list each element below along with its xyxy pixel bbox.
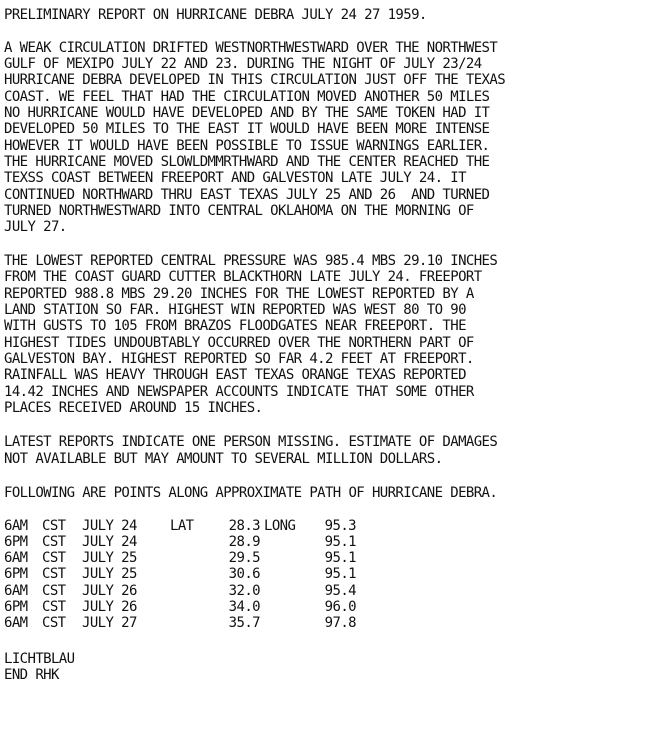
path-longitude: 95.4 [324, 583, 356, 599]
path-longitude: 95.1 [324, 566, 356, 582]
path-time: 6AM [4, 518, 28, 534]
signature-name: LICHTBLAU [4, 651, 75, 667]
paragraph-1-line: GULF OF MEXIPO JULY 22 AND 23. DURING THE NIGHT OF JULY 23/24 [4, 56, 482, 72]
report-title: PRELIMINARY REPORT ON HURRICANE DEBRA JULY 24 27 1959. [4, 7, 427, 23]
path-time: 6AM [4, 583, 28, 599]
path-latitude: 29.5 [228, 550, 260, 566]
path-longitude: 95.3 [324, 518, 356, 534]
paragraph-2-line: THE LOWEST REPORTED CENTRAL PRESSURE WAS 985.4 MBS 29.10 INCHES [4, 253, 498, 269]
path-date: JULY 24 [82, 534, 137, 550]
paragraph-1-line: COAST. WE FEEL THAT HAD THE CIRCULATION MOVED ANOTHER 50 MILES [4, 89, 490, 105]
paragraph-1-line: TURNED NORTHWESTWARD INTO CENTRAL OKLAHOMA ON THE MORNING OF [4, 203, 474, 219]
path-table-row [4, 534, 356, 550]
path-latitude: 35.7 [228, 615, 260, 631]
paragraph-3-line: NOT AVAILABLE BUT MAY AMOUNT TO SEVERAL MILLION DOLLARS. [4, 451, 443, 467]
path-date: JULY 25 [82, 550, 137, 566]
path-timezone: CST [42, 615, 66, 631]
path-table-row [4, 583, 356, 599]
paragraph-2-line: RAINFALL WAS HEAVY THROUGH EAST TEXAS ORANGE TEXAS REPORTED [4, 367, 466, 383]
paragraph-2-line: 14.42 INCHES AND NEWSPAPER ACCOUNTS INDICATE THAT SOME OTHER [4, 384, 474, 400]
path-timezone: CST [42, 583, 66, 599]
paragraph-2-line: PLACES RECEIVED AROUND 15 INCHES. [4, 400, 263, 416]
paragraph-1-line: TEXSS COAST BETWEEN FREEPORT AND GALVESTON LATE JULY 24. IT [4, 170, 466, 186]
path-table-row [4, 566, 356, 582]
path-table-row [4, 615, 356, 631]
path-date: JULY 27 [82, 615, 137, 631]
path-longitude: 95.1 [324, 534, 356, 550]
paragraph-2-line: WITH GUSTS TO 105 FROM BRAZOS FLOODGATES NEAR FREEPORT. THE [4, 318, 466, 334]
path-date: JULY 26 [82, 583, 137, 599]
path-timezone: CST [42, 550, 66, 566]
path-latitude: 28.9 [228, 534, 260, 550]
paragraph-1-line: CONTINUED NORTHWARD THRU EAST TEXAS JULY 25 AND 26 AND TURNED [4, 187, 490, 203]
paragraph-1-line: JULY 27. [4, 219, 67, 235]
path-latitude: 34.0 [228, 599, 260, 615]
path-latitude: 32.0 [228, 583, 260, 599]
path-time: 6PM [4, 534, 28, 550]
path-intro: FOLLOWING ARE POINTS ALONG APPROXIMATE PATH OF HURRICANE DEBRA. [4, 485, 498, 501]
paragraph-1-line: NO HURRICANE WOULD HAVE DEVELOPED AND BY THE SAME TOKEN HAD IT [4, 105, 490, 121]
paragraph-2-line: GALVESTON BAY. HIGHEST REPORTED SO FAR 4.2 FEET AT FREEPORT. [4, 351, 474, 367]
path-time: 6PM [4, 566, 28, 582]
paragraph-2-line: REPORTED 988.8 MBS 29.20 INCHES FOR THE LOWEST REPORTED BY A [4, 286, 474, 302]
path-longitude: 96.0 [324, 599, 356, 615]
paragraph-2-line: LAND STATION SO FAR. HIGHEST WIN REPORTED WAS WEST 80 TO 90 [4, 302, 466, 318]
lat-label: LAT [170, 518, 194, 534]
path-latitude: 30.6 [228, 566, 260, 582]
path-timezone: CST [42, 534, 66, 550]
path-date: JULY 25 [82, 566, 137, 582]
path-table-row [4, 599, 356, 615]
path-table-row [4, 550, 356, 566]
paragraph-2-line: FROM THE COAST GUARD CUTTER BLACKTHORN LATE JULY 24. FREEPORT [4, 269, 482, 285]
path-table-row [4, 518, 356, 534]
path-timezone: CST [42, 518, 66, 534]
paragraph-1-line: HURRICANE DEBRA DEVELOPED IN THIS CIRCULATION JUST OFF THE TEXAS [4, 72, 506, 88]
path-latitude: 28.3 [228, 518, 260, 534]
path-timezone: CST [42, 566, 66, 582]
path-time: 6AM [4, 615, 28, 631]
paragraph-1-line: THE HURRICANE MOVED SLOWLDMMRTHWARD AND THE CENTER REACHED THE [4, 154, 490, 170]
path-date: JULY 26 [82, 599, 137, 615]
paragraph-1-line: A WEAK CIRCULATION DRIFTED WESTNORTHWESTWARD OVER THE NORTHWEST [4, 40, 498, 56]
end-marker: END RHK [4, 667, 59, 683]
path-date: JULY 24 [82, 518, 137, 534]
path-time: 6AM [4, 550, 28, 566]
path-time: 6PM [4, 599, 28, 615]
paragraph-2-line: HIGHEST TIDES UNDOUBTABLY OCCURRED OVER THE NORTHERN PART OF [4, 335, 474, 351]
paragraph-1-line: HOWEVER IT WOULD HAVE BEEN POSSIBLE TO ISSUE WARNINGS EARLIER. [4, 138, 490, 154]
paragraph-1-line: DEVELOPED 50 MILES TO THE EAST IT WOULD HAVE BEEN MORE INTENSE [4, 121, 490, 137]
long-label: LONG [264, 518, 296, 534]
path-timezone: CST [42, 599, 66, 615]
path-longitude: 97.8 [324, 615, 356, 631]
path-longitude: 95.1 [324, 550, 356, 566]
paragraph-3-line: LATEST REPORTS INDICATE ONE PERSON MISSING. ESTIMATE OF DAMAGES [4, 434, 498, 450]
